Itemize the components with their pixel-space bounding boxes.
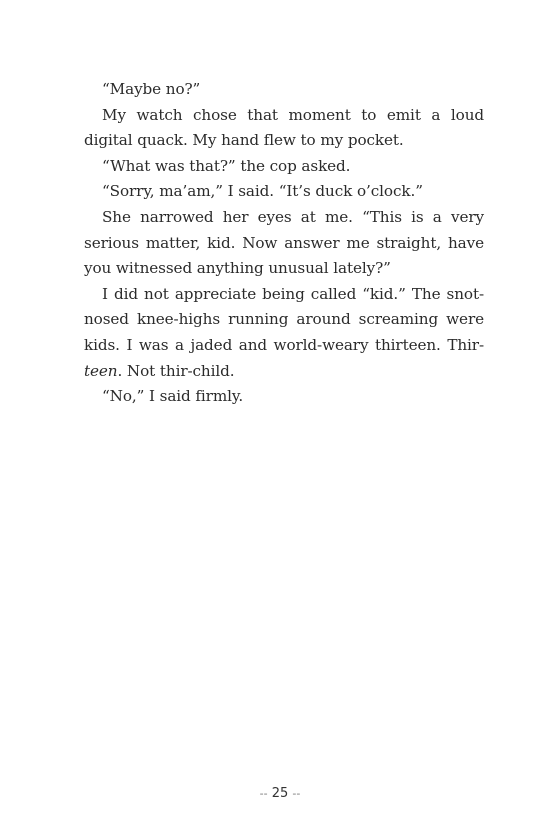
- paragraph-text: “What was that?” the cop asked.: [102, 156, 351, 175]
- paragraph-text: “No,” I said firmly.: [102, 387, 244, 406]
- italic-emphasis: teen: [84, 361, 118, 380]
- paragraph: [84, 282, 484, 384]
- page-number-footer: [0, 786, 560, 801]
- paragraph-text: “Maybe no?”: [102, 80, 201, 98]
- paragraph: [84, 77, 484, 103]
- folio-right-mark: --: [292, 787, 301, 800]
- folio-left-mark: --: [259, 787, 268, 800]
- paragraph-text: I did not appreciate being called “kid.” The snot-nosed knee-highs running around screaming were kids. I was a jaded and world-weary thirteen. Thir-: [84, 284, 484, 354]
- paragraph: [84, 179, 484, 205]
- paragraph-text: “Sorry, ma’am,” I said. “It’s duck o’clock.”: [102, 182, 423, 201]
- paragraph-text: She narrowed her eyes at me. “This is a very serious matter, kid. Now answer me straight, have you witnessed anything unusual lately?”: [84, 207, 484, 278]
- page-body: [84, 77, 484, 410]
- paragraph-text: My watch chose that moment to emit a loud digital quack. My hand flew to my pocket.: [84, 105, 484, 150]
- paragraph: [84, 205, 484, 282]
- paragraph-text: . Not thir-child.: [117, 361, 235, 380]
- page-number: 25: [271, 786, 289, 801]
- paragraph: [84, 384, 484, 410]
- paragraph: [84, 103, 484, 154]
- paragraph: [84, 154, 484, 180]
